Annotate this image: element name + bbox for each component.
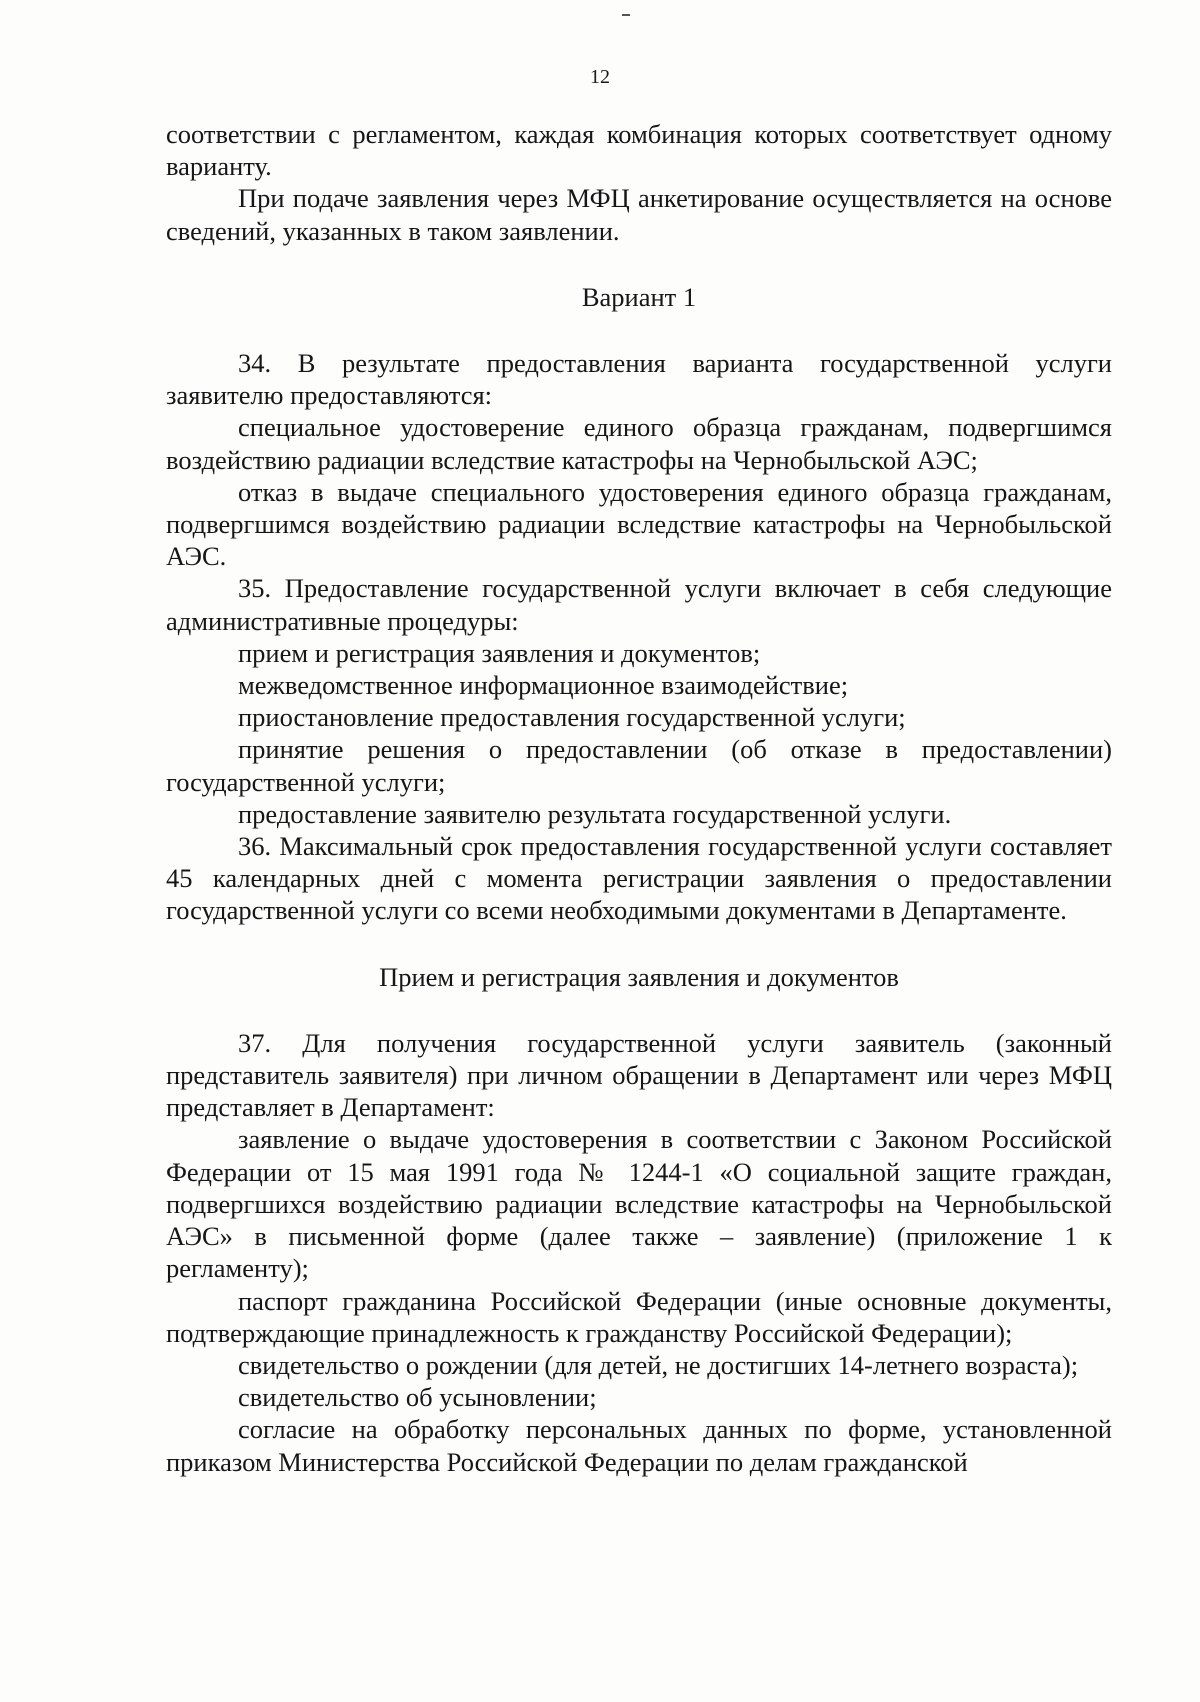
- section-37-item: заявление о выдаче удостоверения в соответствии с Законом Российской Федерации от 15 мая 1991 года № 1244-1 «О социальной защите граждан, подвергшихся воздействию радиации вследствие катастрофы на Чернобыльской АЭС» в письменной форме (далее также – заявление) (приложение 1 к регламенту);: [166, 1124, 1112, 1284]
- section-34-item: отказ в выдаче специального удостоверения единого образца гражданам, подвергшимся воздействию радиации вследствие катастрофы на Чернобыльской АЭС.: [166, 476, 1112, 572]
- scan-artifact: [622, 14, 630, 16]
- section-34-item: специальное удостоверение единого образца гражданам, подвергшимся воздействию радиации вследствие катастрофы на Чернобыльской АЭС;: [166, 412, 1112, 475]
- section-35-item: предоставление заявителю результата государственной услуги.: [238, 798, 952, 829]
- section-35-lead: 35. Предоставление государственной услуги включает в себя следующие административные процедуры:: [166, 573, 1112, 636]
- section-37-item: паспорт гражданина Российской Федерации (иные основные документы, подтверждающие принадлежность к гражданству Российской Федерации);: [166, 1285, 1112, 1348]
- reception-heading: Прием и регистрация заявления и документов: [379, 961, 899, 992]
- section-37-lead: 37. Для получения государственной услуги заявитель (законный представитель заявителя) при личном обращении в Департамент или через МФЦ представляет в Департамент:: [166, 1027, 1112, 1123]
- section-35-item: прием и регистрация заявления и документов;: [238, 637, 761, 668]
- section-35-item: принятие решения о предоставлении (об отказе в предоставлении) государственной услуги;: [166, 734, 1112, 797]
- intro-continuation: соответствии с регламентом, каждая комбинация которых соответствует одному варианту.: [166, 119, 1112, 182]
- section-37-item: свидетельство об усыновлении;: [238, 1382, 597, 1413]
- document-body: [166, 118, 1112, 1478]
- variant-heading: Вариант 1: [581, 281, 697, 312]
- section-35-item: межведомственное информационное взаимодействие;: [238, 670, 849, 701]
- section-34-lead: 34. В результате предоставления варианта государственной услуги заявителю предоставляются:: [166, 348, 1112, 411]
- section-37-item: свидетельство о рождении (для детей, не достигших 14-летнего возраста);: [238, 1349, 1079, 1380]
- intro-mfc-note: При подаче заявления через МФЦ анкетирование осуществляется на основе сведений, указанных в таком заявлении.: [166, 183, 1112, 246]
- section-35-item: приостановление предоставления государственной услуги;: [238, 702, 906, 733]
- section-37-item: согласие на обработку персональных данных по форме, установленной приказом Министерства Российской Федерации по делам гражданской: [166, 1414, 1112, 1477]
- section-36-text: 36. Максимальный срок предоставления государственной услуги составляет 45 календарных дней с момента регистрации заявления о предоставлении государственной услуги со всеми необходимыми документами в Департаменте.: [166, 831, 1112, 926]
- page-number: 12: [590, 66, 610, 88]
